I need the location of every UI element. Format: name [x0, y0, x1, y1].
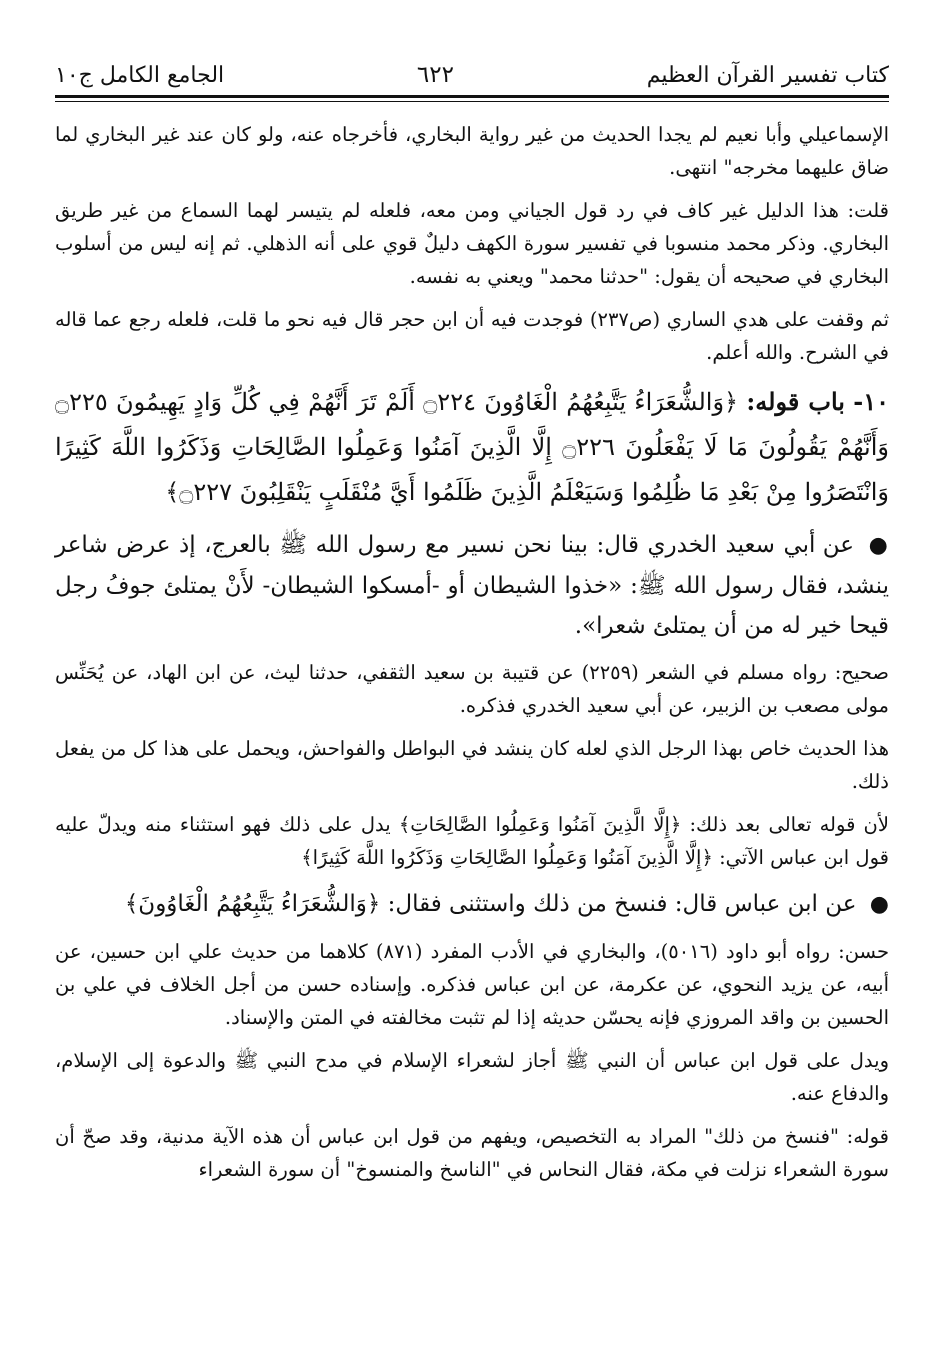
header-rule-thick [55, 95, 889, 98]
header-rule-thin [55, 101, 889, 102]
hadith-body: عن ابن عباس قال: فنسخ من ذلك واستثنى فقال: ﴿وَالشُّعَرَاءُ يَتَّبِعُهُمُ الْغَاوُونَ﴾ [124, 891, 857, 917]
bullet-icon: ● [869, 892, 889, 917]
volume-title: الجامع الكامل ج١٠ [55, 62, 225, 88]
paragraph: قلت: هذا الدليل غير كاف في رد قول الجياني ومن معه، فلعله لم يتيسر لهما السماع من غير طريق البخاري. وذكر محمد منسوبا في تفسير سورة الكهف دليلٌ قوي على أنه الذهلي. ثم إنه ليس من أسلوب البخاري في صحيحه أن يقول: "حدثنا محمد" ويعني به نفسه. [55, 199, 889, 288]
hadith-text [55, 884, 889, 925]
hadith-body: عن أبي سعيد الخدري قال: بينا نحن نسير مع رسول الله ﷺ بالعرج، إذ عرض شاعر ينشد، فقال رسول الله ﷺ: «خذوا الشيطان أو -أمسكوا الشيطان- لأَنْ يمتلئ جوفُ رجل قيحا خير له من أن يمتلئ شعرا». [55, 532, 889, 639]
section-heading [55, 379, 889, 515]
commentary-paragraph: صحيح: رواه مسلم في الشعر (٢٢٥٩) عن قتيبة بن سعيد الثقفي، حدثنا ليث، عن ابن الهاد، عن يُحَنِّس مولى مصعب بن الزبير، عن أبي سعيد الخدري فذكره. [55, 661, 889, 717]
bullet-icon: ● [868, 533, 890, 558]
section-number: ١٠- [853, 387, 889, 416]
commentary-paragraph: لأن قوله تعالى بعد ذلك: ﴿إِلَّا الَّذِينَ آمَنُوا وَعَمِلُوا الصَّالِحَاتِ﴾ يدل على ذلك فهو استثناء منه ويدلّ عليه قول ابن عباس الآتي: ﴿إِلَّا الَّذِينَ آمَنُوا وَعَمِلُوا الصَّالِحَاتِ وَذَكَرُوا اللَّهَ كَثِيرًا﴾ [55, 813, 889, 869]
page-header [55, 58, 889, 92]
hadith-text [55, 525, 889, 646]
paragraph: ثم وقفت على هدي الساري (ص٢٣٧) فوجدت فيه أن ابن حجر قال فيه نحو ما قلت، فلعله رجع عما قاله في الشرح. والله أعلم. [55, 308, 889, 364]
quran-verse: ﴿وَالشُّعَرَاءُ يَتَّبِعُهُمُ الْغَاوُونَ ۝٢٢٤ أَلَمْ تَرَ أَنَّهُمْ فِي كُلِّ وَادٍ يَهِيمُونَ ۝٢٢٥ وَأَنَّهُمْ يَقُولُونَ مَا لَا يَفْعَلُونَ ۝٢٢٦ إِلَّا الَّذِينَ آمَنُوا وَعَمِلُوا الصَّالِحَاتِ وَذَكَرُوا اللَّهَ كَثِيرًا وَانْتَصَرُوا مِنْ بَعْدِ مَا ظُلِمُوا وَسَيَعْلَمُ الَّذِينَ ظَلَمُوا أَيَّ مُنْقَلَبٍ يَنْقَلِبُونَ ۝٢٢٧﴾ [55, 388, 889, 506]
commentary-paragraph: قوله: "فنسخ من ذلك" المراد به التخصيص، ويفهم من قول ابن عباس أن هذه الآية مدنية، وقد صحّ أن سورة الشعراء نزلت في مكة، فقال النحاس في "الناسخ والمنسوخ" أن سورة الشعراء [55, 1125, 889, 1181]
section-label: باب قوله: [746, 387, 845, 416]
book-title: كتاب تفسير القرآن العظيم [646, 62, 889, 88]
paragraph: الإسماعيلي وأبا نعيم لم يجدا الحديث من غير رواية البخاري، فأخرجاه عنه، ولو كان عند غير البخاري لما ضاق عليهما مخرجه" انتهى. [55, 123, 889, 179]
page-number: ٦٢٢ [416, 62, 454, 88]
commentary-paragraph: ويدل على قول ابن عباس أن النبي ﷺ أجاز لشعراء الإسلام في مدح النبي ﷺ والدعوة إلى الإسلام، والدفاع عنه. [55, 1049, 889, 1105]
commentary-paragraph: هذا الحديث خاص بهذا الرجل الذي لعله كان ينشد في البواطل والفواحش، ويحمل على هذا كل من يفعل ذلك. [55, 737, 890, 793]
commentary-paragraph: حسن: رواه أبو داود (٥٠١٦)، والبخاري في الأدب المفرد (٨٧١) كلاهما من حديث علي ابن حسين، عن أبيه، عن يزيد النحوي، عن عكرمة، عن ابن عباس فذكره. وإسناده حسن من أجل الخلاف في علي بن الحسين بن واقد المروزي فإنه يحسّن حديثه إذا لم تثبت مخالفته في المتن والإسناد. [55, 940, 890, 1029]
page-body [55, 118, 889, 1196]
